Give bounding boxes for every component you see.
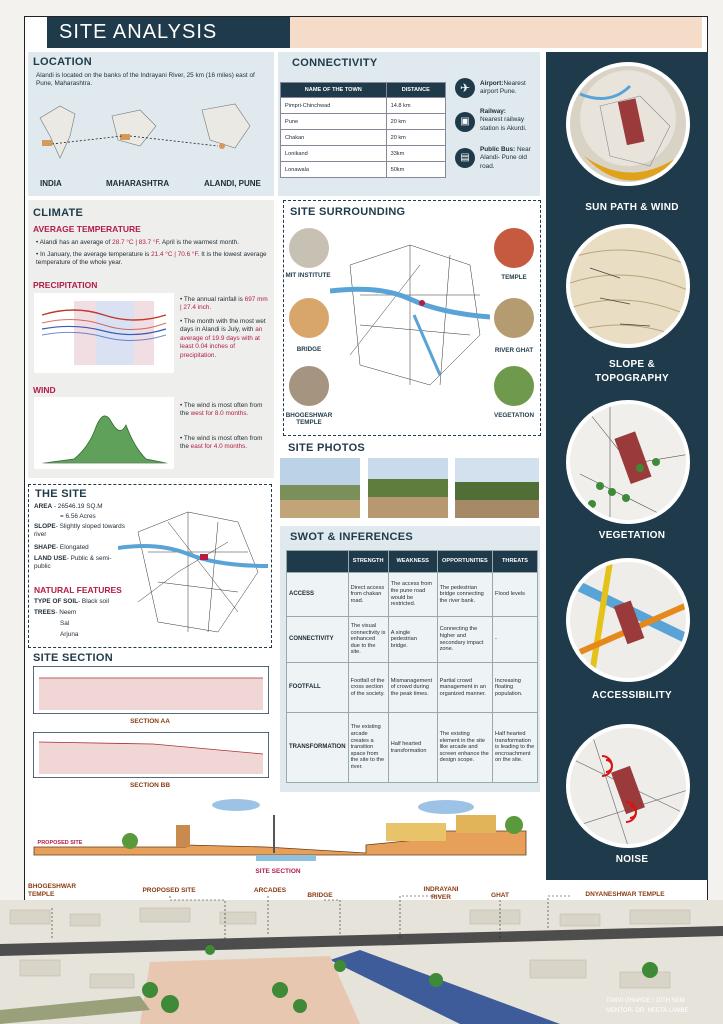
bottom-label-bhogeshwar: BHOGESHWAR TEMPLE [28, 883, 77, 898]
photo-bhogeshwar [287, 364, 331, 408]
table-row: Chakan 20 km [281, 130, 446, 146]
credit-mentor: MENTOR- DR. NEETA LAMBE [606, 1008, 689, 1014]
swot-col-opportunities: OPPORTUNITIES [437, 551, 492, 573]
col-town: NAME OF THE TOWN [281, 83, 387, 98]
slope-diagram [566, 224, 690, 348]
railway-info: Railway: Nearest railway station is Akurdi. [480, 108, 527, 132]
table-row: CONNECTIVITY The visual connectivity is enhanced due to the site. A single pedestrian bridge. Connecting the higher and secondary impact zone. - [287, 617, 538, 663]
precip-1: • The annual rainfall is 697 mm | 27.4 inch. [180, 296, 268, 312]
surrounding-map [330, 225, 490, 395]
bottom-label-proposed: PROPOSED SITE [142, 887, 196, 894]
page-title: SITE ANALYSIS [47, 17, 290, 48]
bottom-label-dnyaneshwar: DNYANESHWAR TEMPLE [585, 891, 665, 898]
site-tree-2: Sal [60, 620, 70, 627]
site-shape: SHAPE- Elongated [34, 544, 89, 551]
site-title: THE SITE [35, 488, 87, 500]
proposed-site-label: PROPOSED SITE [37, 840, 83, 846]
table-row: Pune 20 km [281, 114, 446, 130]
section-aa [33, 666, 269, 714]
surrounding-title: SITE SURROUNDING [290, 206, 406, 218]
site-photo-2 [368, 458, 448, 518]
site-tree-3: Arjuna [60, 631, 79, 638]
bottom-label-arcades: ARCADES [253, 887, 287, 894]
section-aa-label: SECTION AA [130, 718, 170, 725]
label-mit-institute: MIT INSTITUTE [285, 272, 331, 279]
airplane-icon: ✈ [455, 78, 475, 98]
label-river-ghat: RIVER GHAT [494, 347, 534, 354]
sun-path-diagram [566, 62, 690, 186]
site-trees: TREES- Neem [34, 609, 77, 616]
site-photo-3 [455, 458, 539, 518]
swot-col-strength: STRENGTH [348, 551, 388, 573]
natural-features-title: NATURAL FEATURES [34, 585, 122, 595]
site-section-label: SITE SECTION [255, 868, 301, 875]
avg-temp-2: • In January, the average temperature is 21.4 °C | 70.6 °F. It is the lowest average temperature of the whole year. [36, 251, 267, 267]
connectivity-table [280, 82, 446, 178]
table-row: Lonikand 33km [281, 146, 446, 162]
section-bb [33, 732, 269, 778]
wind-chart [34, 397, 174, 469]
label-slope: SLOPE & TOPOGRAPHY [595, 359, 669, 384]
section-bb-label: SECTION BB [129, 782, 171, 789]
label-vegetation: VEGETATION [494, 412, 534, 419]
table-row: FOOTFALL Footfall of the cross section of the society. Mismanagement of crowd during the peak times. Partial crowd management in an organized manner. Increasing floating population. [287, 663, 538, 713]
site-landuse: LAND USE- Public & semi-public [34, 555, 112, 571]
site-map [118, 492, 268, 644]
avg-temp-1: • Alandi has an average of 28.7 °C | 83.7 °F. April is the warmest month. [36, 239, 239, 246]
photo-vegetation [492, 364, 536, 408]
swot-col-weakness: WEAKNESS [388, 551, 437, 573]
precip-title: PRECIPITATION [33, 280, 98, 290]
train-icon: ▣ [455, 112, 475, 132]
wind-2: • The wind is most often from the east for 4.0 months. [180, 435, 263, 451]
label-bridge: BRIDGE [296, 346, 322, 353]
credit-student: TANVI GHARDE | 10TH SEM [606, 998, 685, 1004]
bottom-label-bridge: BRIDGE [307, 892, 333, 899]
swot-col-0 [287, 551, 349, 573]
avg-temp-title: AVERAGE TEMPERATURE [33, 224, 141, 234]
vegetation-diagram [566, 400, 690, 524]
site-area: AREA - 26546.19 SQ.M [34, 503, 103, 510]
swot-title: SWOT & INFERENCES [290, 531, 414, 543]
location-title: LOCATION [33, 56, 93, 68]
bus-icon: ▤ [455, 148, 475, 168]
label-bhogeshwar: BHOGESHWAR TEMPLE [285, 412, 333, 426]
table-row: Pimpri-Chinchwad 14.8 km [281, 98, 446, 114]
bottom-leaders [0, 880, 723, 950]
map-label-maharashtra: MAHARASHTRA [106, 179, 170, 188]
wind-title: WIND [33, 385, 56, 395]
map-label-india: INDIA [40, 179, 62, 188]
site-photos-title: SITE PHOTOS [288, 442, 366, 454]
table-row: Lonawala 50km [281, 162, 446, 178]
label-sun-path: SUN PATH & WIND [585, 202, 679, 213]
photo-bridge [287, 296, 331, 340]
label-vegetation-analysis: VEGETATION [598, 530, 666, 541]
col-distance: DISTANCE [386, 83, 445, 98]
airport-info: Airport:Nearest airport Pune. [480, 80, 526, 96]
site-section-title: SITE SECTION [33, 652, 113, 664]
noise-diagram [566, 724, 690, 848]
accessibility-diagram [566, 558, 690, 682]
precip-chart [34, 293, 174, 373]
location-maps [30, 96, 274, 178]
bus-info: Public Bus: Near Alandi- Pune old road. [480, 146, 531, 170]
precip-2: • The month with the most wet days in Alandi is July, with an average of 19.9 days with at least 0.04 inches of precipitation. [180, 318, 266, 359]
photo-mit-institute [287, 226, 331, 270]
site-section-drawing [26, 795, 542, 877]
photo-temple [492, 226, 536, 270]
swot-col-threats: THREATS [493, 551, 538, 573]
climate-title: CLIMATE [33, 207, 84, 219]
bottom-label-ghat: GHAT [491, 892, 509, 899]
location-text: Alandi is located on the banks of the Indrayani River, 25 km (16 miles) east of Pune, Maharashtra. [36, 72, 255, 88]
site-area2: = 6.56 Acres [60, 513, 96, 520]
table-row: ACCESS Direct access from chakan road. The access from the pune road would be restricted. The pedestrian bridge connecting the river bank. Flood levels [287, 573, 538, 617]
swot-table [286, 550, 538, 783]
title-band [290, 17, 702, 48]
site-soil: TYPE OF SOIL- Black soil [34, 598, 109, 605]
table-row: TRANSFORMATION The existing arcade creates a transition space from the site to the river. Half hearted transformation The existing element in the site like arcade and screen enhance the design scope. Half hearted transformation is leading to the encroachment on the site. [287, 713, 538, 783]
label-accessibility: ACCESSIBILITY [591, 690, 673, 701]
wind-1: • The wind is most often from the west for 8.0 months. [180, 402, 263, 418]
map-label-alandi: ALANDI, PUNE [204, 179, 261, 188]
label-temple: TEMPLE [501, 274, 527, 281]
bottom-label-indrayani: INDRAYANI RIVER [423, 886, 459, 901]
photo-river-ghat [492, 296, 536, 340]
site-slope: SLOPE- Slightly sloped towards river [34, 523, 125, 539]
site-photo-1 [280, 458, 360, 518]
connectivity-title: CONNECTIVITY [292, 57, 378, 69]
label-noise: NOISE [615, 854, 649, 865]
